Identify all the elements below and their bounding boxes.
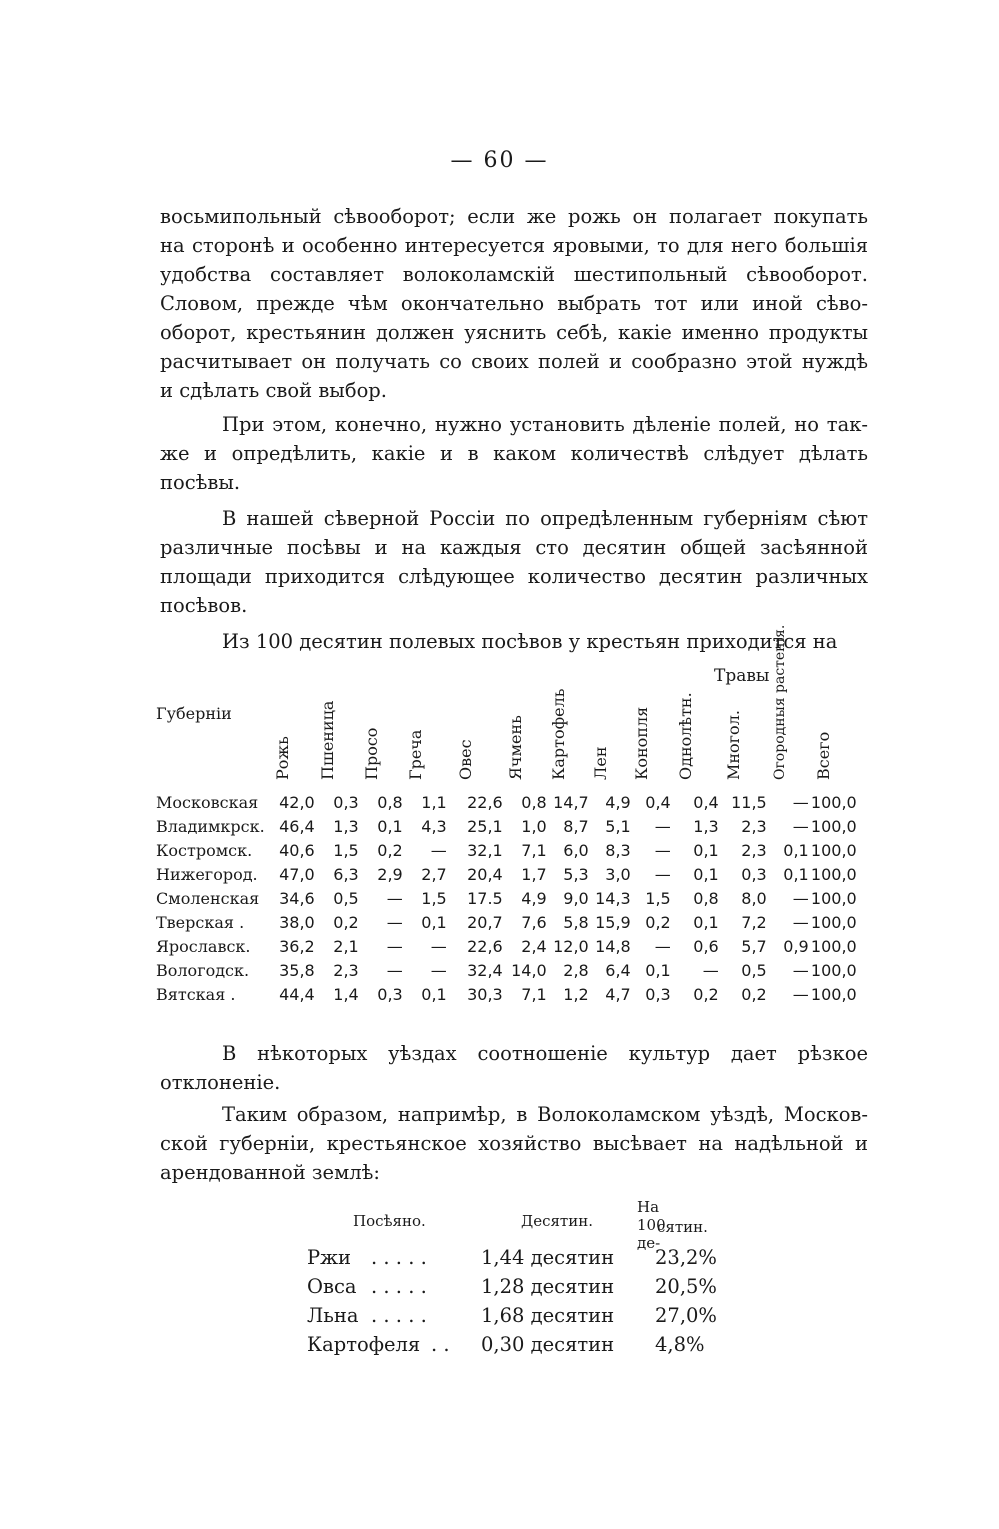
paragraph-field-division (160, 410, 868, 497)
table-cell: 7,2 (741, 912, 767, 932)
table-cell: 0,8 (693, 888, 719, 908)
table-row (156, 910, 857, 934)
table-cell: 100,0 (810, 960, 857, 980)
table-cell: 5,7 (741, 936, 767, 956)
table-cell: 100,0 (810, 840, 857, 860)
table-cell: 1,1 (421, 792, 447, 812)
table-cell: — (792, 816, 809, 836)
province-name: Московская (156, 792, 259, 812)
table-cell: — (386, 960, 403, 980)
header-desyatin: Десятин. (521, 1212, 593, 1230)
table-cell: 0,3 (645, 984, 671, 1004)
table-cell: 100,0 (810, 912, 857, 932)
column-header: Конопля (631, 706, 651, 780)
table-cell: 0,1 (377, 816, 403, 836)
paragraph-deviations (160, 1039, 868, 1097)
table-cell: — (654, 816, 671, 836)
table-cell: — (654, 864, 671, 884)
table-cell: 35,8 (279, 960, 315, 980)
column-header: Многол. (723, 710, 743, 780)
province-name: Вологодск. (156, 960, 250, 980)
table-cell: 47,0 (279, 864, 315, 884)
province-name: Ярославск. (156, 936, 251, 956)
grasses-group-label: Травы (714, 666, 770, 686)
column-header: Рожь (272, 736, 292, 780)
table-cell: 1,4 (333, 984, 359, 1004)
dot-leader: . . . . . (371, 1275, 427, 1298)
table-cell: 0,4 (693, 792, 719, 812)
table-cell: 6,4 (605, 960, 631, 980)
table-cell: — (702, 960, 719, 980)
table-row (156, 790, 857, 814)
column-header: Овес (455, 739, 475, 780)
sown-percent: 4,8% (655, 1333, 705, 1356)
text-line: на сторонѣ и особенно интересуется яровыми, то для него большія (160, 234, 868, 257)
province-name: Смоленская (156, 888, 260, 908)
table-cell: 100,0 (810, 888, 857, 908)
table-cell: 1,5 (645, 888, 671, 908)
table-cell: 1,2 (563, 984, 589, 1004)
table-cell: 34,6 (279, 888, 315, 908)
text-line: площади приходится слѣдующее количество десятин различных (160, 565, 868, 588)
table-cell: 0,1 (693, 840, 719, 860)
table-cell: 25,1 (467, 816, 503, 836)
paragraph-crop-rotation-choice (160, 202, 868, 405)
header-per-100-cont: сятин. (657, 1218, 708, 1236)
table-cell: 14,0 (511, 960, 547, 980)
table-cell: 0,1 (693, 864, 719, 884)
table-cell: 0,1 (645, 960, 671, 980)
table-cell: 2,1 (333, 936, 359, 956)
row-header-label: Губерніи (156, 704, 232, 723)
header-cell (269, 668, 315, 790)
table-cell: 40,6 (279, 840, 315, 860)
column-header: Ячмень (505, 715, 525, 780)
column-header: Греча (405, 729, 425, 780)
table-cell: 1,5 (333, 840, 359, 860)
table-cell: 22,6 (467, 792, 503, 812)
header-cell (359, 668, 403, 790)
table-cell: 0,8 (377, 792, 403, 812)
table-cell: 1,0 (521, 816, 547, 836)
table-row (156, 838, 857, 862)
text-line: различные посѣвы и на каждыя сто десятин общей засѣянной (160, 536, 868, 559)
text-line: расчитывает он получать со своих полей и сообразно этой нуждѣ (160, 350, 868, 373)
table-cell: 2,3 (741, 816, 767, 836)
table-cell: 3,0 (605, 864, 631, 884)
table-cell: 0,1 (421, 984, 447, 1004)
table-cell: 20,4 (467, 864, 503, 884)
column-header: Пшеница (317, 700, 337, 780)
dot-leader: . . . . . (371, 1246, 427, 1269)
table-cell: 8,3 (605, 840, 631, 860)
table-cell: — (386, 912, 403, 932)
header-cell (315, 668, 359, 790)
header-cell (403, 668, 447, 790)
table-cell: 14,3 (595, 888, 631, 908)
header-cell (156, 668, 269, 790)
table-row (156, 958, 857, 982)
table-cell: 0,6 (693, 936, 719, 956)
table-row (156, 934, 857, 958)
table-cell: 0,1 (421, 912, 447, 932)
table-cell: 0,2 (645, 912, 671, 932)
table-row (156, 862, 857, 886)
header-cell (589, 668, 631, 790)
text-line: Из 100 десятин полевых посѣвов у крестьян приходится на (222, 630, 838, 653)
table-cell: — (792, 912, 809, 932)
dot-leader: . . . . . (371, 1304, 427, 1327)
sown-percent: 23,2% (655, 1246, 717, 1269)
table-cell: 38,0 (279, 912, 315, 932)
text-line: и сдѣлать свой выбор. (160, 379, 387, 402)
sown-percent: 20,5% (655, 1275, 717, 1298)
table-cell: 14,8 (595, 936, 631, 956)
table-cell: 4,9 (521, 888, 547, 908)
table-cell: — (792, 960, 809, 980)
table-cell: 15,9 (595, 912, 631, 932)
table-cell: 7,1 (521, 984, 547, 1004)
column-header: Однолѣтн. (675, 692, 695, 780)
table-cell: 100,0 (810, 864, 857, 884)
table-cell: 9,0 (563, 888, 589, 908)
sown-crop: Картофеля (307, 1333, 421, 1356)
table-cell: 7,1 (521, 840, 547, 860)
table-row (156, 814, 857, 838)
table-cell: — (654, 840, 671, 860)
table-cell: 2,3 (333, 960, 359, 980)
dot-leader: . . (431, 1333, 450, 1356)
table-cell: 1,7 (521, 864, 547, 884)
table-cell: 0,2 (333, 912, 359, 932)
province-name: Владимкрск. (156, 816, 265, 836)
paragraph-northern-russia (160, 504, 868, 620)
header-cell (631, 668, 671, 790)
text-line: же и опредѣлить, какіе и в каком количествѣ слѣдует дѣлать (160, 442, 868, 465)
table-cell: — (792, 888, 809, 908)
text-line: Таким образом, напримѣр, в Волоколамском уѣздѣ, Москов- (222, 1103, 868, 1126)
table-cell: 100,0 (810, 816, 857, 836)
table-cell: 100,0 (810, 792, 857, 812)
text-line: При этом, конечно, нужно установить дѣленіе полей, но так- (222, 413, 868, 436)
sown-area: 1,28 десятин (481, 1275, 615, 1298)
header-cell (809, 668, 857, 790)
table-cell: 0,2 (377, 840, 403, 860)
table-cell: 1,5 (421, 888, 447, 908)
table-cell: 32,1 (467, 840, 503, 860)
sown-area: 0,30 десятин (481, 1333, 615, 1356)
table-cell: 5,3 (563, 864, 589, 884)
table-row (156, 982, 857, 1006)
table-row (156, 886, 857, 910)
table-cell: 0,4 (645, 792, 671, 812)
table-cell: — (430, 936, 447, 956)
sown-area: 1,44 десятин (481, 1246, 615, 1269)
province-name: Тверская . (156, 912, 245, 932)
header-per-100: На 100 де- (637, 1198, 666, 1252)
table-cell: 4,9 (605, 792, 631, 812)
table-cell: 0,5 (333, 888, 359, 908)
table-cell: 0,3 (333, 792, 359, 812)
table-cell: — (430, 840, 447, 860)
table-cell: 1,3 (693, 816, 719, 836)
table-cell: 2,4 (521, 936, 547, 956)
header-cell (767, 624, 809, 790)
table-cell: 100,0 (810, 984, 857, 1004)
table-cell: 0,8 (521, 792, 547, 812)
table-cell: 8,7 (563, 816, 589, 836)
province-name: Нижегород. (156, 864, 258, 884)
header-cell (719, 668, 767, 790)
sown-area: 1,68 десятин (481, 1304, 615, 1327)
table-cell: 6,0 (563, 840, 589, 860)
table-cell: 0,1 (693, 912, 719, 932)
table-cell: 46,4 (279, 816, 315, 836)
province-name: Костромск. (156, 840, 253, 860)
text-line: посѣвы. (160, 471, 241, 494)
table-cell: 7,6 (521, 912, 547, 932)
header-cell (547, 668, 589, 790)
text-line: отклоненіе. (160, 1071, 281, 1094)
table-cell: 36,2 (279, 936, 315, 956)
table-cell: 0,2 (741, 984, 767, 1004)
table-cell: 4,7 (605, 984, 631, 1004)
table-cell: — (386, 888, 403, 908)
sown-percent: 27,0% (655, 1304, 717, 1327)
table-cell: 1,3 (333, 816, 359, 836)
sown-crop: Овса (307, 1275, 357, 1298)
table-cell: 2,9 (377, 864, 403, 884)
column-header: Огородныя растенія. (771, 624, 788, 780)
table-cell: 0,5 (741, 960, 767, 980)
table-cell: 5,1 (605, 816, 631, 836)
table-cell: 20,7 (467, 912, 503, 932)
column-header: Лен (590, 746, 610, 780)
column-header: Всего (813, 731, 833, 780)
text-line: ской губерніи, крестьянское хозяйство высѣвает на надѣльной и (160, 1132, 868, 1155)
table-cell: — (792, 984, 809, 1004)
table-cell: 2,7 (421, 864, 447, 884)
table-cell: 14,7 (553, 792, 589, 812)
text-line: удобства составляет волоколамскій шестипольный сѣвооборот. (160, 263, 868, 286)
table-cell: — (386, 936, 403, 956)
sown-crop: Льна (307, 1304, 359, 1327)
table-cell: 30,3 (467, 984, 503, 1004)
text-line: Словом, прежде чѣм окончательно выбрать тот или иной сѣво- (160, 292, 868, 315)
table-cell: 12,0 (553, 936, 589, 956)
text-line: арендованной землѣ: (160, 1161, 380, 1184)
table-cell: 0,3 (741, 864, 767, 884)
table-cell: 0,1 (783, 864, 809, 884)
table-cell: 0,1 (783, 840, 809, 860)
province-name: Вятская . (156, 984, 236, 1004)
table-cell: 6,3 (333, 864, 359, 884)
table-cell: 44,4 (279, 984, 315, 1004)
table-cell: 2,8 (563, 960, 589, 980)
table-cell: 32,4 (467, 960, 503, 980)
table-cell: 0,2 (693, 984, 719, 1004)
table-cell: 5,8 (563, 912, 589, 932)
table-cell: — (792, 792, 809, 812)
text-line: восьмипольный сѣвооборот; если же рожь он полагает покупать (160, 205, 868, 228)
table-cell: 0,9 (783, 936, 809, 956)
header-cell (503, 668, 547, 790)
page-number: — 60 — (450, 148, 549, 173)
table-cell: 8,0 (741, 888, 767, 908)
paragraph-volokolamsk-example (160, 1100, 868, 1187)
table-cell: 0,3 (377, 984, 403, 1004)
table-cell: 100,0 (810, 936, 857, 956)
text-line: В нашей сѣверной Россіи по опредѣленным губерніям сѣют (222, 507, 868, 530)
table-cell: 11,5 (731, 792, 767, 812)
text-line: В нѣкоторых уѣздах соотношеніе культур дает рѣзкое (222, 1042, 868, 1065)
column-header: Картофель (548, 688, 568, 780)
table-cell: 42,0 (279, 792, 315, 812)
text-line: оборот, крестьянин должен уяснить себѣ, какіе именно продукты (160, 321, 868, 344)
text-line: посѣвов. (160, 594, 248, 617)
table-cell: — (430, 960, 447, 980)
table-cell: 17.5 (467, 888, 503, 908)
header-cell (671, 668, 719, 790)
table-cell: 22,6 (467, 936, 503, 956)
table-cell: 2,3 (741, 840, 767, 860)
table-cell: — (654, 936, 671, 956)
sown-crop: Ржи (307, 1246, 352, 1269)
table-cell: 4,3 (421, 816, 447, 836)
column-header: Просо (361, 727, 381, 780)
header-sown: Посѣяно. (353, 1212, 426, 1230)
header-cell (447, 668, 503, 790)
